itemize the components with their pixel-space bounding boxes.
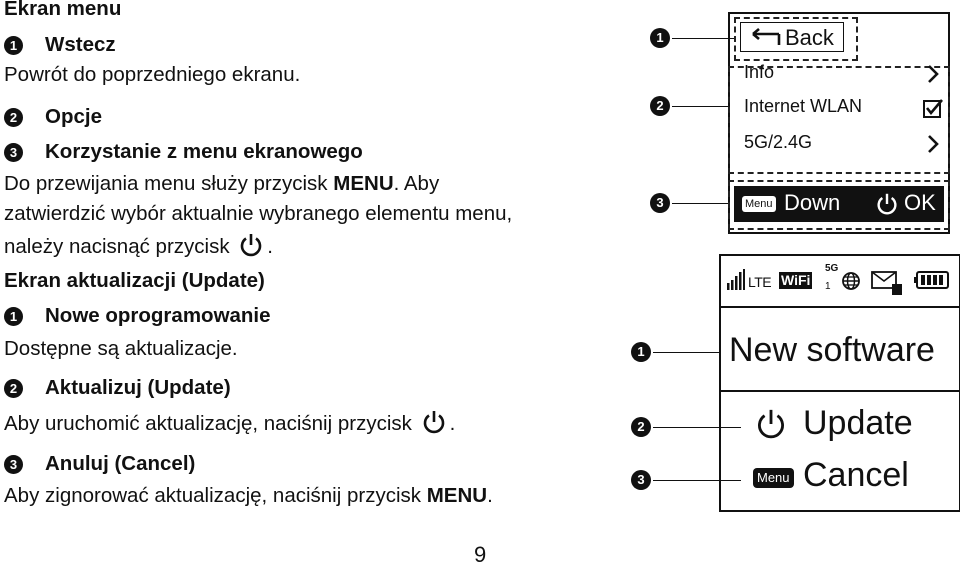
callout-leader	[653, 352, 719, 353]
callout-1: 1	[650, 28, 670, 48]
item-cancel-desc: Aby zignorować aktualizację, naciśnij przycisk MENU.	[4, 484, 493, 507]
chevron-right-icon	[926, 134, 940, 154]
divider	[721, 390, 959, 392]
back-arrow-icon	[747, 28, 781, 48]
page-number: 9	[474, 542, 487, 567]
down-label: Down	[784, 190, 841, 215]
checkbox-checked-icon	[922, 97, 944, 119]
callout-2: 2	[631, 417, 651, 437]
section-title-menu: Ekran menu	[4, 0, 122, 20]
power-icon	[237, 231, 265, 259]
band-5g-label: 5G	[825, 263, 839, 274]
ok-label: OK	[904, 190, 936, 215]
battery-icon	[914, 271, 950, 289]
number-badge: 1	[4, 36, 23, 55]
item-back-desc: Powrót do poprzedniego ekranu.	[4, 63, 301, 86]
menu-row-info[interactable]: Info	[744, 62, 944, 83]
back-button[interactable]: Back	[740, 22, 844, 52]
callout-3: 3	[631, 470, 651, 490]
power-icon[interactable]	[753, 406, 789, 442]
callout-leader	[672, 106, 728, 107]
item-new-software: 1 Nowe oprogramowanie	[4, 304, 271, 328]
number-badge: 2	[4, 379, 23, 398]
number-badge: 2	[4, 108, 23, 127]
menu-button[interactable]: Menu	[753, 468, 794, 488]
menu-screen	[728, 12, 950, 234]
signal-strength-icon	[727, 269, 745, 291]
para-menu-line3: należy nacisnąć przycisk .	[4, 231, 273, 259]
globe-icon	[841, 271, 861, 291]
section-title-update: Ekran aktualizacji (Update)	[4, 269, 265, 292]
client-count: 1	[825, 281, 831, 292]
menu-row-band[interactable]: 5G/2.4G	[744, 132, 944, 153]
lte-label: LTE	[748, 274, 772, 290]
item-options: 2 Opcje	[4, 105, 102, 129]
item-menu-usage: 3 Korzystanie z menu ekranowego	[4, 140, 363, 164]
menu-button[interactable]: Menu	[742, 196, 776, 212]
power-icon	[420, 408, 448, 436]
cancel-label[interactable]: Cancel	[803, 456, 909, 494]
update-screen	[719, 254, 960, 512]
callout-1: 1	[631, 342, 651, 362]
number-badge: 3	[4, 455, 23, 474]
divider	[721, 306, 959, 308]
callout-leader	[672, 38, 734, 39]
item-update: 2 Aktualizuj (Update)	[4, 376, 231, 400]
message-icon	[871, 271, 905, 297]
callout-3: 3	[650, 193, 670, 213]
para-menu-line1: Do przewijania menu służy przycisk MENU. Aby	[4, 172, 440, 195]
callout-2: 2	[650, 96, 670, 116]
para-menu-line2: zatwierdzić wybór aktualnie wybranego elementu menu,	[4, 202, 513, 225]
callout-leader	[672, 203, 728, 204]
menu-action-bar	[734, 186, 944, 222]
wifi-label: WiFi	[781, 272, 811, 288]
item-back: 1 Wstecz	[4, 33, 116, 57]
update-label[interactable]: Update	[803, 404, 913, 442]
item-new-software-desc: Dostępne są aktualizacje.	[4, 337, 238, 360]
menu-row-internet-wlan[interactable]: Internet WLAN	[744, 96, 944, 117]
number-badge: 3	[4, 143, 23, 162]
item-cancel: 3 Anuluj (Cancel)	[4, 452, 195, 476]
number-badge: 1	[4, 307, 23, 326]
item-update-desc: Aby uruchomić aktualizację, naciśnij przycisk .	[4, 408, 455, 436]
new-software-title: New software	[729, 331, 935, 369]
power-icon[interactable]	[874, 191, 900, 217]
chevron-right-icon	[926, 64, 940, 84]
